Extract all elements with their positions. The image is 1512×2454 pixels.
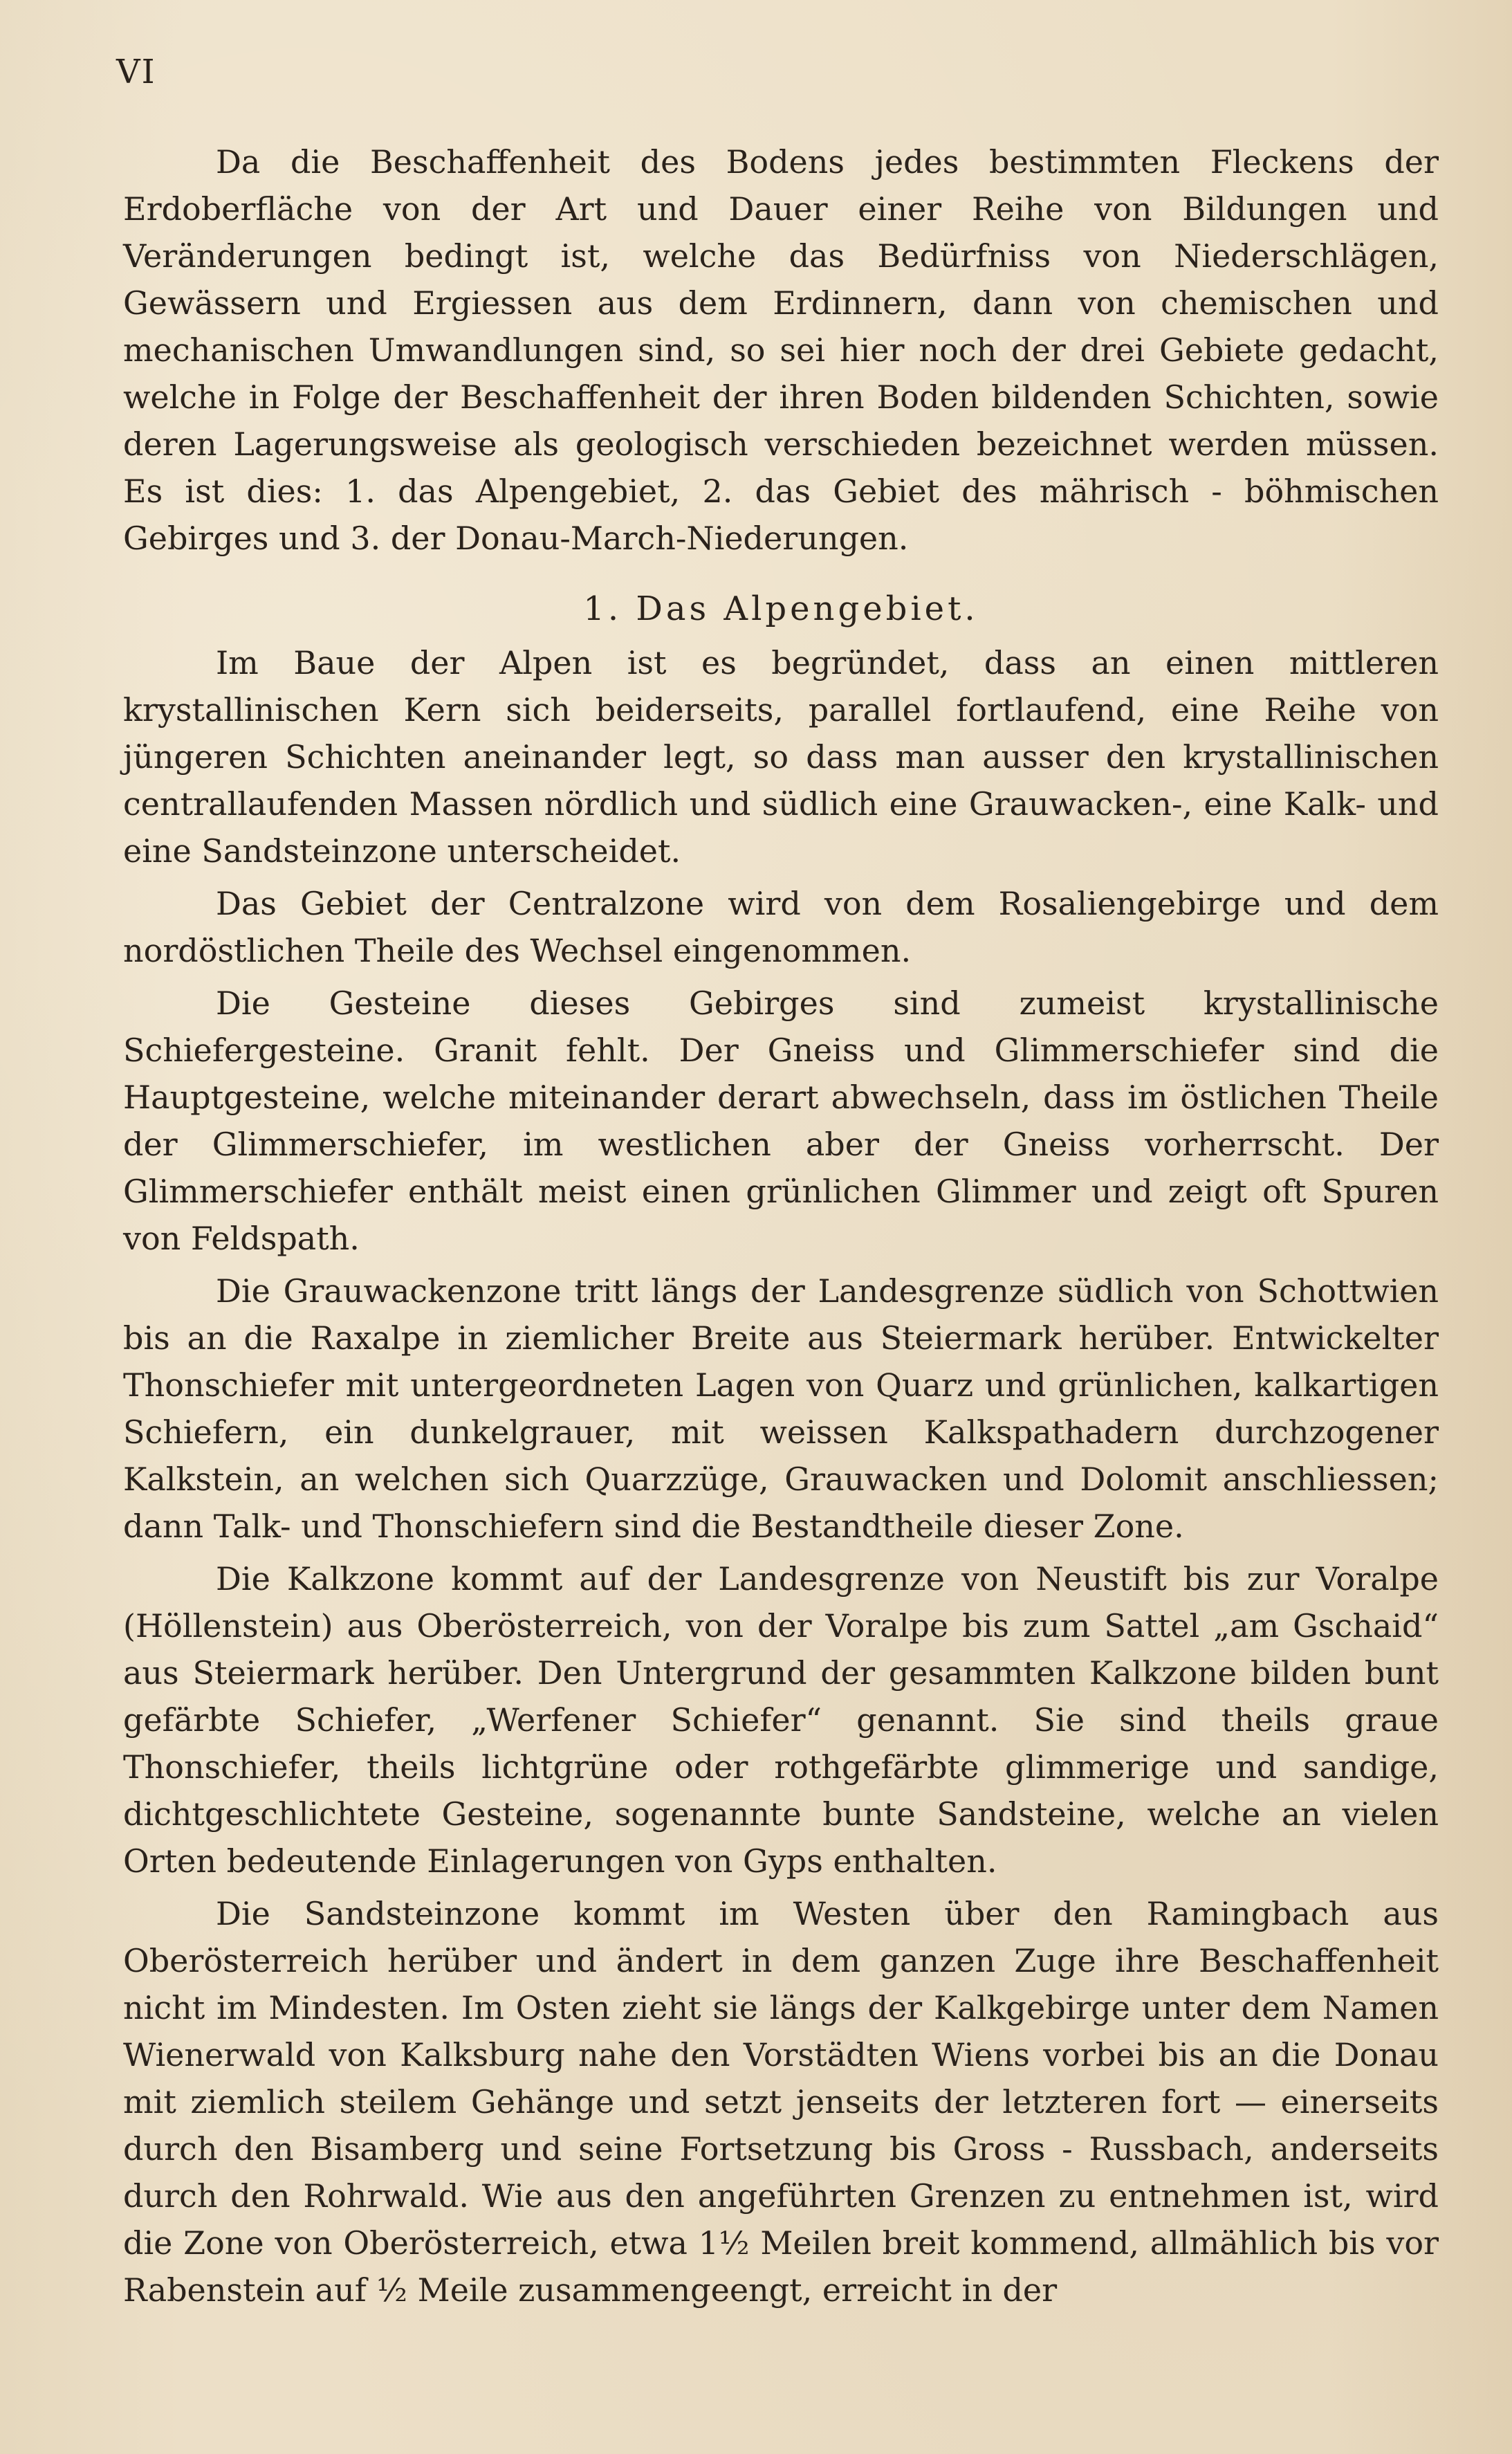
paragraph-grauwackenzone: Die Grauwackenzone tritt längs der Landesgrenze südlich von Schottwien bis an die Raxalpe in ziemlicher Breite aus Steiermark herüber. Entwickelter Thonschiefer mit untergeordneten Lagen von Quarz und grünlichen, kalkartigen Schiefern, ein dunkelgrauer, mit weissen Kalkspathadern durchzogener Kalkstein, an welchen sich Quarzzüge, Grauwacken und Dolomit anschliessen; dann Talk- und Thonschiefern sind die Bestandtheile dieser Zone. [123,1272,1439,1545]
section-heading: 1. Das Alpengebiet. [583,589,979,628]
paragraph-sandsteinzone: Die Sandsteinzone kommt im Westen über den Ramingbach aus Oberösterreich herüber und ändert in dem ganzen Zuge ihre Beschaffenheit nicht im Mindesten. Im Osten zieht sie längs der Kalkgebirge unter dem Namen Wienerwald von Kalksburg nahe den Vorstädten Wiens vorbei bis an die Donau mit ziemlich steilem Gehänge und setzt jenseits der letzteren fort — einerseits durch den Bisamberg und seine Fortsetzung bis Gross - Russbach, anderseits durch den Rohrwald. Wie aus den angeführten Grenzen zu entnehmen ist, wird die Zone von Oberösterreich, etwa 1½ Meilen breit kommend, allmählich bis vor Rabenstein auf ½ Meile zusammengeengt, erreicht in der [123,1895,1439,2309]
paragraph-intro: Da die Beschaffenheit des Bodens jedes bestimmten Fleckens der Erdoberfläche von der Art und Dauer einer Reihe von Bildungen und Veränderungen bedingt ist, welche das Bedürfniss von Niederschlägen, Gewässern und Ergiessen aus dem Erdinnern, dann von chemischen und mechanischen Umwandlungen sind, so sei hier noch der drei Gebiete gedacht, welche in Folge der Beschaffenheit der ihren Boden bildenden Schichten, sowie deren Lagerungsweise als geologisch verschieden bezeichnet werden müssen. Es ist dies: 1. das Alpengebiet, 2. das Gebiet des mährisch - böhmischen Gebirges und 3. der Donau-March-Niederungen. [123,143,1439,557]
paragraph-gesteine: Die Gesteine dieses Gebirges sind zumeist krystallinische Schiefergesteine. Granit fehlt. Der Gneiss und Glimmerschiefer sind die Hauptgesteine, welche miteinander derart abwechseln, dass im östlichen Theile der Glimmerschiefer, im westlichen aber der Gneiss vorherrscht. Der Glimmerschiefer enthält meist einen grünlichen Glimmer und zeigt oft Spuren von Feldspath. [123,985,1439,1257]
paragraph-centralzone: Das Gebiet der Centralzone wird von dem Rosaliengebirge und dem nordöstlichen Theile des Wechsel eingenommen. [123,885,1439,969]
page-number: VI [116,53,156,91]
paragraph-kalkzone: Die Kalkzone kommt auf der Landesgrenze von Neustift bis zur Voralpe (Höllenstein) aus Oberösterreich, von der Voralpe bis zum Sattel „am Gschaid“ aus Steiermark herüber. Den Untergrund der gesammten Kalkzone bilden bunt gefärbte Schiefer, „Werfener Schiefer“ genannt. Sie sind theils graue Thonschiefer, theils lichtgrüne oder rothgefärbte glimmerige und sandige, dichtgeschlichtete Gesteine, sogenannte bunte Sandsteine, welche an vielen Orten bedeutende Einlagerungen von Gyps enthalten. [123,1560,1439,1880]
body-text [123,138,1439,2314]
paragraph-alpen-baue: Im Baue der Alpen ist es begründet, dass an einen mittleren krystallinischen Kern sich beiderseits, parallel fortlaufend, eine Reihe von jüngeren Schichten aneinander legt, so dass man ausser den krystallinischen centrallaufenden Massen nördlich und südlich eine Grauwacken-, eine Kalk- und eine Sandsteinzone unterscheidet. [123,644,1439,870]
